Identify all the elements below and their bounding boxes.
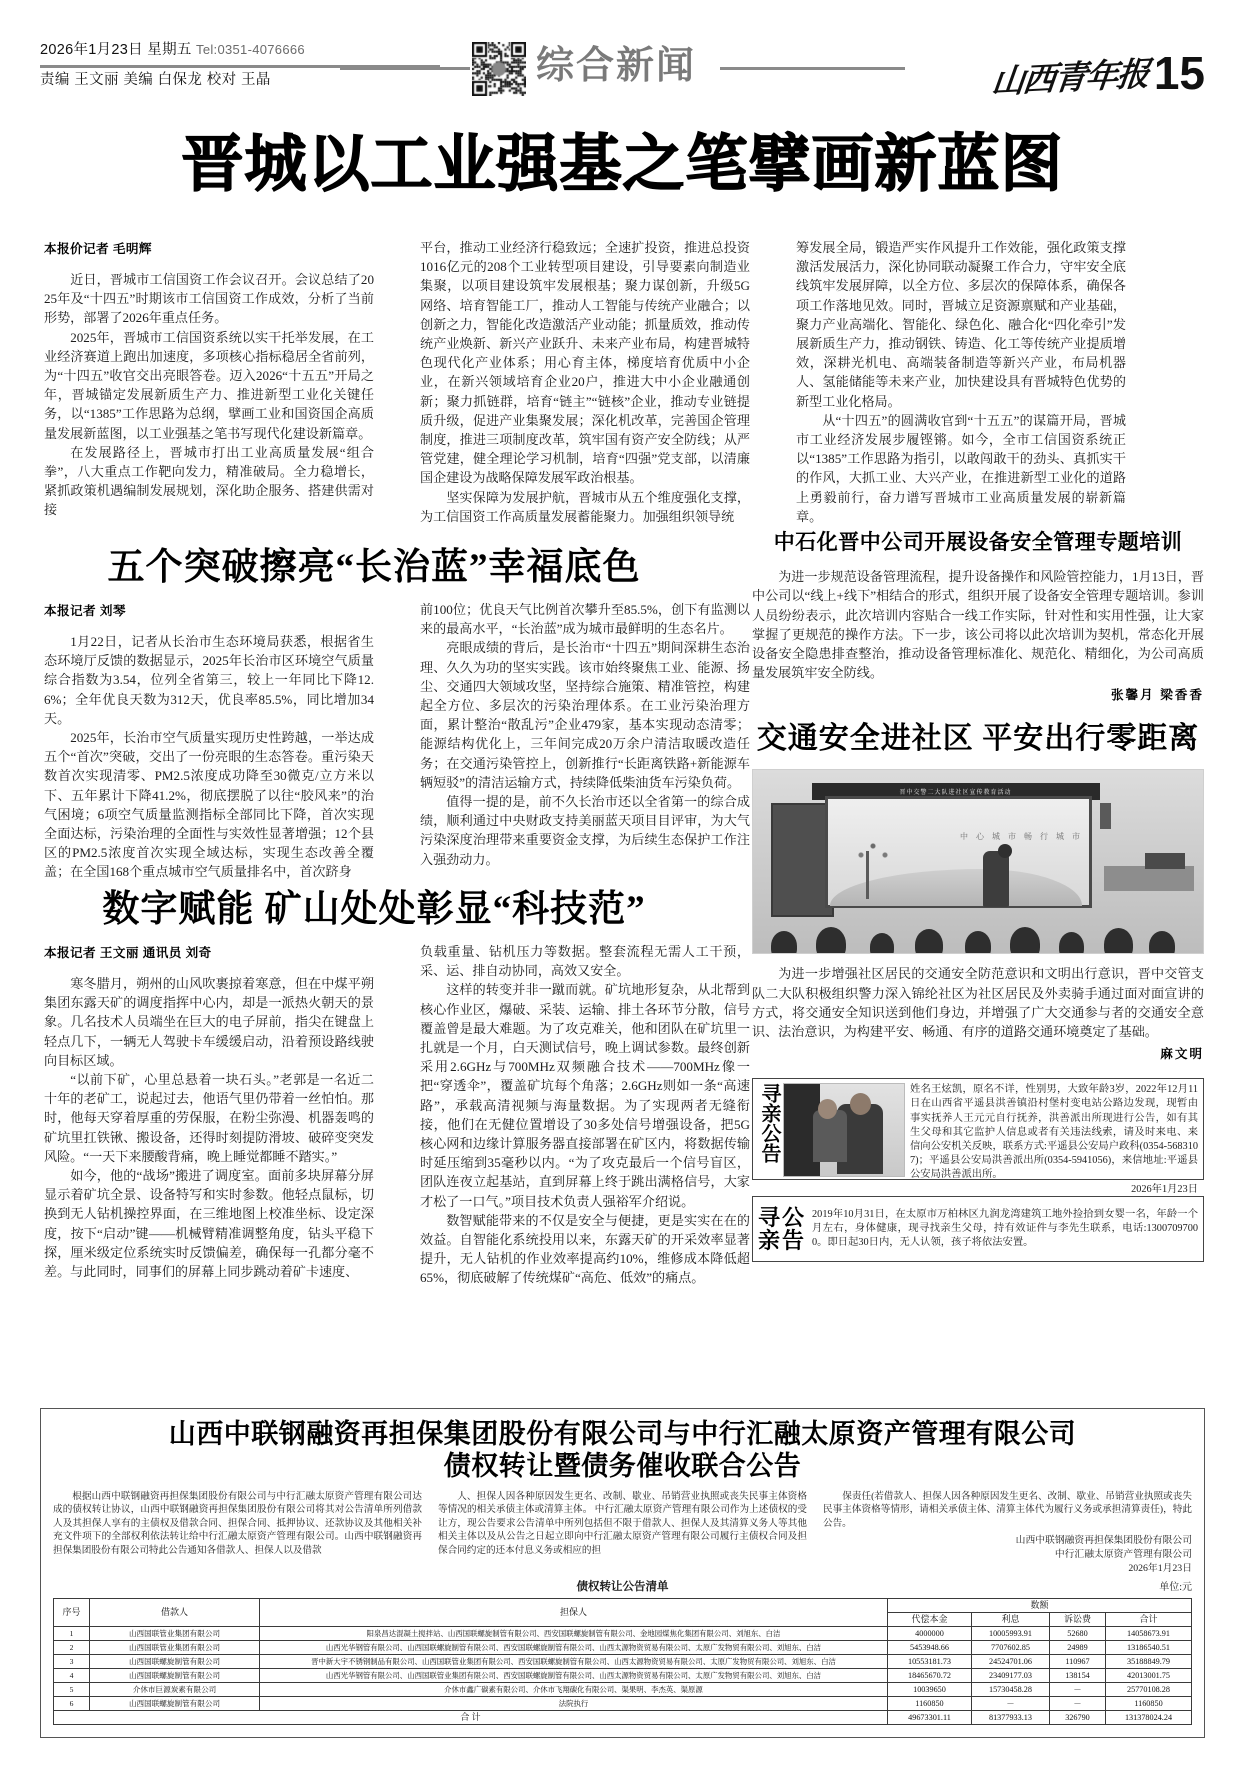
cell-interest: － — [971, 1697, 1049, 1711]
traffic-photo — [752, 769, 1204, 954]
notice-badge-label: 寻 公 亲 告 — [758, 1205, 805, 1254]
masthead-center — [340, 40, 960, 98]
paragraph: 2025年，晋城市工信国资系统以实干托举发展，在工业经济赛道上跑出加速度，多项核心指标稳居全省前列，为“十四五”收官交出亮眼答卷。迈入2026“十五五”开局之年，晋城锚定发展新质生产力、推进新型工业化关键任务，以“1385”工作思路为总纲，擘画工业和国资国企高质量发展新蓝图，以工业强基之笔书写现代化建设新篇章。 — [44, 329, 374, 441]
paragraph: 亮眼成绩的背后，是长治市“十四五”期间深耕生态治理、久久为功的坚实实践。该市始终聚焦工业、能源、扬尘、交通四大领域攻坚，坚持综合施策、精准管控，构建起全方位、多层次的污染治理体系。在工业污染治理方面，累计整治“散乱污”企业479家，基本实现动态清零；能源结构优化上，三年间完成20万余户清洁取暖改造任务；在交通污染管控上，创新推行“长距离铁路+新能源车辆短驳”的清洁运输方式，持续降低柴油货车污染负荷。 — [420, 640, 750, 790]
th-litigation: 诉讼费 — [1049, 1613, 1105, 1627]
ad-body — [41, 1485, 1204, 1576]
ad-title-line1: 山西中联钢融资再担保集团股份有限公司与中行汇融太原资产管理有限公司 — [168, 1419, 1077, 1449]
cell-total: 25770108.28 — [1105, 1683, 1191, 1697]
traffic-headline: 交通安全进社区 平安出行零距离 — [756, 722, 1200, 756]
cell-no: 6 — [54, 1697, 90, 1711]
paragraph: 根据山西中联钢融资再担保集团股份有限公司与中行汇融太原资产管理有限公司达成的债权转让协议，山西中联钢融资再担保集团股份有限公司将其对公告清单所列借款人及其担保人享有的主债权及借款合同、担保合同、抵押协议、还款协议及其他相关补充文件项下的全部权利依法转让给中行汇融太原资产管理有限公司。山西中联钢融资再担保集团股份有限公司特此公告通知各借款人、担保人以及借款 — [53, 1491, 422, 1556]
publication-date: 2026年1月23日 星期五 — [40, 42, 192, 58]
paragraph: 近日，晋城市工信国资工作会议召开。会议总结了2025年及“十四五”时期该市工信国资工作成效，分析了当前形势，部署了2026年重点任务。 — [44, 272, 374, 326]
cell-total-interest: 81377933.13 — [971, 1711, 1049, 1725]
cell-guarantor: 山西光华钢管有限公司、山西国联螺旋制管有限公司、西安国联螺旋制管有限公司、山西太源物资贸易有限公司、太原广发物贸有限公司、刘旭东、白洁 — [260, 1641, 888, 1655]
cell-borrower: 山西国联螺旋制管有限公司 — [90, 1669, 260, 1683]
cell-guarantor: 山西光华钢管有限公司、山西国联管业集团有限公司、西安国联螺旋制管有限公司、山西太源物资贸易有限公司、太原广发物贸有限公司、刘旭东、白洁 — [260, 1669, 888, 1683]
paragraph: 2025年，长治市空气质量实现历史性跨越，一举达成五个“首次”突破，交出了一份亮眼的生态答卷。重污染天数首次实现清零、PM2.5浓度成功降至30微克/立方米以下、五年累计下降41.2%，彻底摆脱了以往“胶风来”的治气困境；6项空气质量监测指标全部同比下降，首次实现全面达标，污染治理的全面性与实效性显著增强；12个县区的PM2.5浓度首次实现全域达标，实现生态改善全覆盖；在全国168个重点城市空气质量排名中，首次跻身 — [44, 730, 374, 880]
ad-list-title: 债权转让公告清单 — [576, 1581, 669, 1594]
missing-person-notice-2 — [752, 1196, 1204, 1262]
cell-interest: 15730458.28 — [971, 1683, 1049, 1697]
table-row — [54, 1655, 1192, 1669]
cell-litigation: 110967 — [1049, 1655, 1105, 1669]
right-column — [752, 530, 1204, 1262]
sinopec-headline: 中石化晋中公司开展设备安全管理专题培训 — [773, 530, 1183, 554]
ad-column-1 — [53, 1490, 422, 1576]
cell-litigation: 24989 — [1049, 1641, 1105, 1655]
audience-head — [771, 931, 797, 954]
lead-column-1 — [44, 238, 374, 520]
article3-headline: 数字赋能 矿山处处彰显“科技范” — [102, 889, 646, 930]
notice-body: 姓名王炫凯，原名不详，性别男，大致年龄3岁，2022年12月11日在山西省平遥县洪善镇沿村堡村变电站公路边发现，现暂由事实抚养人王元元自行抚养，洪善派出所现进行公告，如有其生父母和其它监护人信息或者有关违法线索，请及时来电、来信向公安机关反映，联系方式:平遥县公安局户政科(0354-5683107)；平遥县公安局洪善派出所(0354-5941056)，来信地址:平遥县公安局洪善派出所。 — [910, 1084, 1198, 1181]
cell-guarantor: 阳泉昌达混凝土搅拌站、山西国联螺旋制管有限公司、西安国联螺旋制管有限公司、金地园煤焦化集团有限公司、刘旭东、白洁 — [260, 1627, 888, 1641]
cell-interest: 24524701.06 — [971, 1655, 1049, 1669]
phone-number: Tel:0351-4076666 — [196, 42, 305, 57]
table-row — [54, 1697, 1192, 1711]
photo-tree-graphic — [843, 822, 903, 882]
cell-borrower: 介休市巨源炭素有限公司 — [90, 1683, 260, 1697]
cell-borrower: 山西国联螺旋制管有限公司 — [90, 1697, 260, 1711]
th-no: 序号 — [54, 1599, 90, 1627]
photo-desk — [1104, 866, 1194, 892]
byline: 本报记者 刘琴 — [44, 604, 126, 618]
paper-name: 山西青年报 — [989, 56, 1150, 102]
cell-interest: 23409177.03 — [971, 1669, 1049, 1683]
table-row — [54, 1641, 1192, 1655]
legal-advertisement — [40, 1408, 1205, 1738]
th-total: 合计 — [1105, 1613, 1191, 1627]
lead-column-2 — [420, 238, 750, 526]
article3-column-1 — [44, 942, 374, 1281]
cell-guarantor: 介休市鑫广碳素有限公司、介休市飞翔碳化有限公司、渠果明、李杰英、渠原源 — [260, 1683, 888, 1697]
notice-badge-label: 寻亲公告 — [758, 1083, 780, 1164]
byline: 本报价记者 毛明辉 — [44, 242, 152, 256]
cell-total-litigation: 326790 — [1049, 1711, 1105, 1725]
photo-slide-text: 中 心 城 市 畅 行 城 市 — [960, 831, 1083, 841]
ad-title-line2: 债权转让暨债务催收联合公告 — [443, 1451, 802, 1481]
paragraph: 这样的转变并非一蹴而就。矿坑地形复杂，从北帮到核心作业区，爆破、采装、运输、排土各环节分散，信号覆盖曾是最大难题。为了攻克难关，他和团队在矿坑里一扎就是一个月，白天测试信号，晚上调试参数。最终创新采用2.6GHz与700MHz双频融合技术——700MHz像一把“穿透伞”，覆盖矿坑每个角落；2.6GHz则如一条“高速路”，承载高清视频与海量数据。为了实现两者无缝衔接，他们在无健位置增设了30多处信号增强设备，把5G核心网和边缘计算服务器直接部署在矿区内，将数据传输时延压缩到35毫秒以内。“为了攻克最后一个信号盲区，团队连夜立起基站，直到屏幕上终于跳出满格信号，大家才松了一口气。”项目技术负责人强裕军介绍说。 — [420, 982, 750, 1209]
sinopec-signature: 张馨月 梁香香 — [1110, 688, 1204, 703]
paper-logo — [989, 34, 1205, 102]
cell-litigation: 52680 — [1049, 1627, 1105, 1641]
paragraph: 筹发展全局，锻造严实作风提升工作效能，强化政策支撑激活发展活力，深化协同联动凝聚工作合力，守牢安全底线筑牢发展屏障，以全方位、多层次的保障体系，确保各项工作落地见效。同时，晋城立足资源禀赋和产业基础，聚力产业高端化、智能化、绿色化、融合化“四化牵引”发展新质生产力，推动钢铁、铸造、化工等传统产业提质增效，深耕光机电、高端装备制造等新兴产业，布局机器人、氢能储能等未来产业，加快建设具有晋城特色优势的新型工业化格局。 — [796, 240, 1126, 409]
ad-column-3 — [823, 1490, 1192, 1576]
byline: 本报记者 王文丽 通讯员 刘奇 — [44, 946, 212, 960]
notice-text — [910, 1083, 1198, 1195]
ad-column-2 — [438, 1490, 807, 1576]
article2-column-1 — [44, 600, 374, 882]
cell-total-total: 131378024.24 — [1105, 1711, 1191, 1725]
missing-person-notice-1 — [752, 1078, 1204, 1195]
paragraph: 寒冬腊月，朔州的山风吹裹掠着寒意，但在中煤平朔集团东露天矿的调度指挥中心内，却是一派热火朝天的景象。几名技术人员端坐在巨大的电子屏前，指尖在键盘上轻点几下，一辆无人驾驶卡车缓缓启动，沿着预设路线驶向目标区域。 — [44, 976, 374, 1068]
cell-total: 13186540.51 — [1105, 1641, 1191, 1655]
th-guarantor: 担保人 — [260, 1599, 888, 1627]
notice-date: 2026年1月23日 — [1131, 1183, 1198, 1195]
debt-table — [53, 1598, 1192, 1725]
ad-title — [41, 1409, 1204, 1485]
cell-total: 14058673.91 — [1105, 1627, 1191, 1641]
page-number: 15 — [1153, 47, 1205, 100]
cell-litigation: － — [1049, 1683, 1105, 1697]
audience-head — [1104, 928, 1133, 954]
th-interest: 利息 — [971, 1613, 1049, 1627]
masthead-credits: 责编 王文丽 美编 白保龙 校对 王晶 — [40, 72, 271, 88]
table-header-row — [54, 1599, 1192, 1613]
ad-signer-2: 中行汇融太原资产管理有限公司 — [1054, 1549, 1192, 1561]
table-body — [54, 1627, 1192, 1725]
audience-head — [1010, 927, 1040, 954]
cell-litigation: － — [1049, 1697, 1105, 1711]
th-borrower: 借款人 — [90, 1599, 260, 1627]
table-row — [54, 1683, 1192, 1697]
ad-signature-block — [823, 1534, 1192, 1576]
cell-borrower: 山西国联管业集团有限公司 — [90, 1641, 260, 1655]
paragraph: 如今，他的“战场”搬进了调度室。面前多块屏幕分屏显示着矿坑全景、设备特写和实时参数。他轻点鼠标，切换到无人钻机操控界面，在三维地图上校准坐标、设定深度，按下“启动”键——机械臂精准调整角度，钻头平稳下探，厘米级定位系统实时反馈偏差，确保每一孔都分毫不差。与此同时，同事们的屏幕上同步跳动着矿卡速度、 — [44, 1168, 374, 1280]
table-row — [54, 1669, 1192, 1683]
cell-borrower: 山西国联管业集团有限公司 — [90, 1627, 260, 1641]
cell-no: 3 — [54, 1655, 90, 1669]
th-principal: 代偿本金 — [887, 1613, 971, 1627]
page-title: 晋城以工业强基之笔擘画新蓝图 — [181, 131, 1064, 199]
cell-total-principal: 49673301.11 — [887, 1711, 971, 1725]
notice-photo-child-head — [818, 1099, 837, 1119]
article3 — [44, 942, 750, 1292]
cell-no: 2 — [54, 1641, 90, 1655]
paragraph: 保责任(若借款人、担保人因各种原因发生更名、改制、歇业、吊销营业执照或丧失民事主体资格等情形，请相关承债主体、清算主体代为履行义务或承担清算责任)，特此公告。 — [823, 1491, 1192, 1529]
article3-column-2 — [420, 942, 750, 1288]
cell-total: 35188849.79 — [1105, 1655, 1191, 1669]
section-title: 综合新闻 — [536, 45, 697, 87]
paragraph: 为进一步规范设备管理流程，提升设备操作和风险管控能力，1月13日，晋中公司以“线上+线下”相结合的形式，组织开展了设备安全管理专题培训。参训人员纷纷表示，此次培训内容贴合一线工作实际，针对性和实用性强，让大家掌握了更规范的操作方法。下一步，该公司将以此次培训为契机，常态化开展设备安全隐患排查整治，推动设备管理标准化、规范化、精细化，为公司高质量发展筑牢安全防线。 — [752, 569, 1204, 681]
cell-interest: 10005993.91 — [971, 1627, 1049, 1641]
paragraph: 从“十四五”的圆满收官到“十五五”的谋篇开局，晋城市工业经济发展步履铿锵。如今，全市工信国资系统正以“1385”工作思路为指引，以敢闯敢干的劲头、真抓实干的作风，大抓工业、大兴产业，在推进新型工业化的道路上勇毅前行，奋力谱写晋城市工业高质量发展的崭新篇章。 — [796, 412, 1126, 524]
paragraph: 人、担保人因各种原因发生更名、改制、歇业、吊销营业执照或丧失民事主体资格等情况的相关承债主体或清算主体。 中行汇融太原资产管理有限公司作为上述债权的受让方，现公告要求公告清单中所列包括但不限于借款人、担保人及其清算义务人等其他相关主体以及从公告之日起立即向中行汇融太原资产管理有限公司履行主债权合同及担保合同约定的还本付息义务或相应的担 — [438, 1491, 807, 1556]
photo-speaker-right — [1100, 803, 1111, 829]
cell-no: 1 — [54, 1627, 90, 1641]
cell-total-label: 合 计 — [54, 1711, 888, 1725]
photo-audience — [753, 899, 1203, 954]
notice-photo — [783, 1083, 905, 1177]
paragraph: 1月22日，记者从长治市生态环境局获悉，根据省生态环境厅反馈的数据显示，2025年长治市区环境空气质量综合指数为3.54，位列全省第三，较上一年同比下降12.6%；全年优良天数为312天，优良率85.5%，同比增加34天。 — [44, 634, 374, 726]
cell-principal: 10553181.73 — [887, 1655, 971, 1669]
paragraph: 平台，推动工业经济行稳致远；全速扩投资，推进总投资1016亿元的208个工业转型项目建设，引导要素向制造业集聚，以项目建设筑牢发展根基；聚力谋创新，升级5G网络、培育智能工厂，推动人工智能与传统产业融合；以创新之力，智能化改造激活产业动能；抓量质效，推动传统产业焕新、新兴产业跃升、未来产业布局，构建晋城特色现代化产业体系；用心育主体，梯度培育优质中小企业，在新兴领域培育企业20户，推进大中小企业融通创新；聚力抓链群，培育“链主”“链核”企业，推动专业链提质升级，促进产业集聚发展；深化机改革，完善国企管理制度，推进三项制度改革，筑牢国有资产安全防线；从严管党建，健全理论学习机制，培育“四强”党支部，以清廉国企建设为战略保障发展军政治根基。 — [420, 240, 750, 486]
table-row — [54, 1627, 1192, 1641]
paragraph: 值得一提的是，前不久长治市还以全省第一的综合成绩，顺利通过中央财政支持美丽蓝天项目目评审，为大气污染深度治理带来重要资金支撑，为后续生态保护工作注入强劲动力。 — [420, 794, 750, 867]
photo-banner-text: 晋中交警二大队进社区宣传教育活动 — [812, 783, 1100, 799]
cell-guarantor: 法院执行 — [260, 1697, 888, 1711]
paragraph: 在发展路径上，晋城市打出工业高质量发展“组合拳”，八大重点工作靶向发力，精准破局。全力稳增长，紧抓政策机遇编制发展规划，深化助企服务、搭建供需对接 — [44, 444, 374, 518]
cell-total: 1160850 — [1105, 1697, 1191, 1711]
audience-head — [1059, 932, 1084, 954]
audience-head — [870, 933, 894, 954]
photo-equipment — [1145, 853, 1186, 869]
cell-interest: 7707602.85 — [971, 1641, 1049, 1655]
cell-guarantor: 晋中新大宇不锈钢制品有限公司、山西国联管业集团有限公司、西安国联螺旋制管有限公司、山西太源物资贸易有限公司、太原广发物贸有限公司、刘旭东、白洁 — [260, 1655, 888, 1669]
cell-principal: 4000000 — [887, 1627, 971, 1641]
paragraph: 为进一步增强社区居民的交通安全防范意识和文明出行意识，晋中交管支队二大队积极组织警力深入锦纶社区为社区居民及外卖骑手通过面对面宣讲的方式，将交通安全知识送到他们身边，并增强了广大交通参与者的交通安全意识、法治意识，为构建平安、畅通、有序的道路交通环境奠定了基础。 — [752, 966, 1204, 1040]
traffic-signature: 麻文明 — [1160, 1047, 1204, 1062]
photo-presenter-head — [998, 844, 1012, 858]
rule-right — [720, 67, 905, 70]
th-amount-group: 数额 — [887, 1599, 1191, 1613]
paragraph: 数智赋能带来的不仅是安全与便捷，更是实实在在的效益。自智能化系统投用以来，东露天矿的开采效率显著提升，无人钻机的作业效率提高约10%，维修成本降低超65%，彻底破解了传统煤矿“高危、低效”的痛点。 — [420, 1212, 750, 1286]
lead-article — [44, 238, 1204, 524]
ad-signer-1: 山西中联钢融资再担保集团股份有限公司 — [1015, 1535, 1192, 1547]
cell-litigation: 138154 — [1049, 1669, 1105, 1683]
paragraph: “以前下矿，心里总悬着一块石头。”老郭是一名近二十年的老矿工，说起过去，他语气里仍带着一丝怕怕。那时，他每天穿着厚重的劳保服，在粉尘弥漫、机器轰鸣的矿坑里扛铁锹、搬设备，还得时刻提防滑坡、破碎变突发风险。“一天下来腰酸背痛，晚上睡觉都睡不踏实。” — [44, 1072, 374, 1164]
cell-principal: 18465670.72 — [887, 1669, 971, 1683]
lead-column-3 — [796, 238, 1126, 526]
photo-tree-trunk — [866, 851, 869, 899]
article2-column-2 — [420, 600, 750, 869]
qr-code-icon[interactable] — [472, 42, 526, 96]
audience-head — [1149, 931, 1175, 954]
cell-principal: 5453948.66 — [887, 1641, 971, 1655]
cell-principal: 1160850 — [887, 1697, 971, 1711]
cell-principal: 10039650 — [887, 1683, 971, 1697]
paragraph: 前100位；优良天气比例首次攀升至85.5%，创下有监测以来的最高水平，“长治蓝”成为城市最鲜明的生态名片。 — [420, 602, 750, 637]
cell-total: 42013001.75 — [1105, 1669, 1191, 1683]
notice-text: 2019年10月31日，在太原市万柏林区九润龙湾建筑工地外捡拾到女婴一名，年龄一个月左右，身体健康，现寻找亲生父母，持有效证件与李先生联系，电话:13007097000。即日起30日内，无人认领，孩子将依法安置。 — [812, 1208, 1198, 1249]
ad-sign-date: 2026年1月23日 — [1128, 1563, 1192, 1575]
audience-head — [816, 927, 846, 954]
article2 — [44, 600, 750, 880]
audience-head — [915, 929, 943, 954]
rule-left — [340, 67, 470, 70]
audience-head — [965, 931, 991, 954]
paragraph: 负载重量、钻机压力等数据。整套流程无需人工干预，采、运、排自动协同，高效又安全。 — [420, 944, 750, 979]
cell-borrower: 山西国联螺旋制管有限公司 — [90, 1655, 260, 1669]
masthead — [40, 38, 1205, 100]
cell-no: 4 — [54, 1669, 90, 1683]
cell-no: 5 — [54, 1683, 90, 1697]
article2-headline: 五个突破擦亮“长治蓝”幸福底色 — [107, 547, 641, 588]
paragraph: 坚实保障为发展护航，晋城市从五个维度强化支撑，为工信国资工作高质量发展蓄能聚力。加强组织领导统 — [420, 489, 750, 524]
ad-unit-label: 单位:元 — [1159, 1581, 1192, 1593]
table-total-row — [54, 1711, 1192, 1725]
